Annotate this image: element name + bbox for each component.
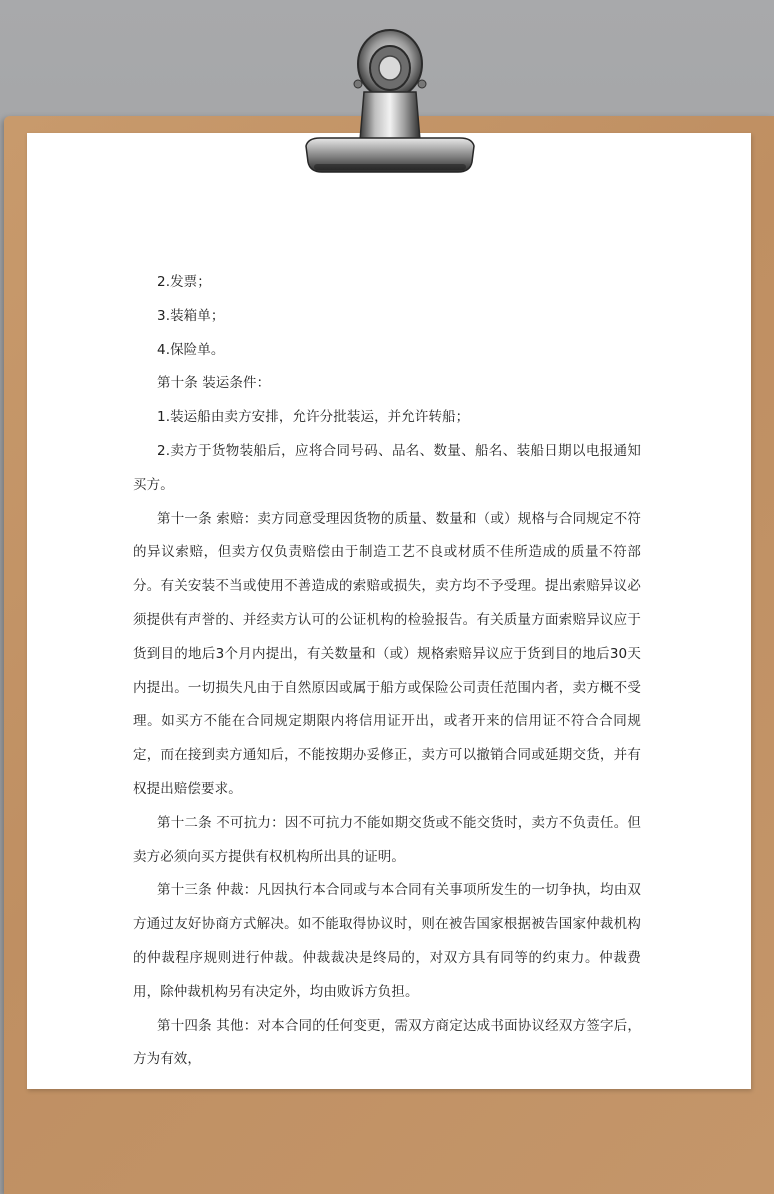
contract-paragraph: 2.卖方于货物装船后，应将合同号码、品名、数量、船名、装船日期以电报通知买方。 <box>133 442 641 493</box>
contract-body <box>133 266 641 1077</box>
contract-paragraph: 第十一条 索赔：卖方同意受理因货物的质量、数量和（或）规格与合同规定不符的异议索赔，但卖方仅负责赔偿由于制造工艺不良或材质不佳所造成的质量不符部分。有关安装不当或使用不善造成的索赔或损失，卖方均不予受理。提出索赔异议必须提供有声誉的、并经卖方认可的公证机构的检验报告。有关质量方面索赔异议应于货到目的地后3个月内提出，有关数量和（或）规格索赔异议应于货到目的地后30天内提出。一切损失凡由于自然原因或属于船方或保险公司责任范围内者，卖方概不受理。如买方不能在合同规定期限内将信用证开出，或者开来的信用证不符合合同规定，而在接到卖方通知后，不能按期办妥修正，卖方可以撤销合同或延期交货，并有权提出赔偿要求。 <box>133 510 641 797</box>
contract-paragraph: 4.保险单。 <box>157 341 225 358</box>
contract-paragraph: 2.发票； <box>157 274 211 290</box>
binder-clip-icon <box>300 22 480 182</box>
contract-paragraph: 第十四条 其他：对本合同的任何变更，需双方商定达成书面协议经双方签字后，方为有效， <box>133 1017 641 1068</box>
contract-paragraph: 第十三条 仲裁：凡因执行本合同或与本合同有关事项所发生的一切争执，均由双方通过友好协商方式解决。如不能取得协议时，则在被告国家根据被告国家仲裁机构的仲裁程序规则进行仲裁。仲裁裁决是终局的，对双方具有同等的约束力。仲裁费用，除仲裁机构另有决定外，均由败诉方负担。 <box>133 882 641 1000</box>
contract-paragraph: 第十条 装运条件： <box>157 375 271 392</box>
contract-paragraph: 3.装箱单； <box>157 307 225 324</box>
contract-paragraph: 1.装运船由卖方安排，允许分批装运，并允许转船； <box>157 409 470 426</box>
contract-paragraph: 第十二条 不可抗力：因不可抗力不能如期交货或不能交货时，卖方不负责任。但卖方必须向买方提供有权机构所出具的证明。 <box>133 814 641 865</box>
